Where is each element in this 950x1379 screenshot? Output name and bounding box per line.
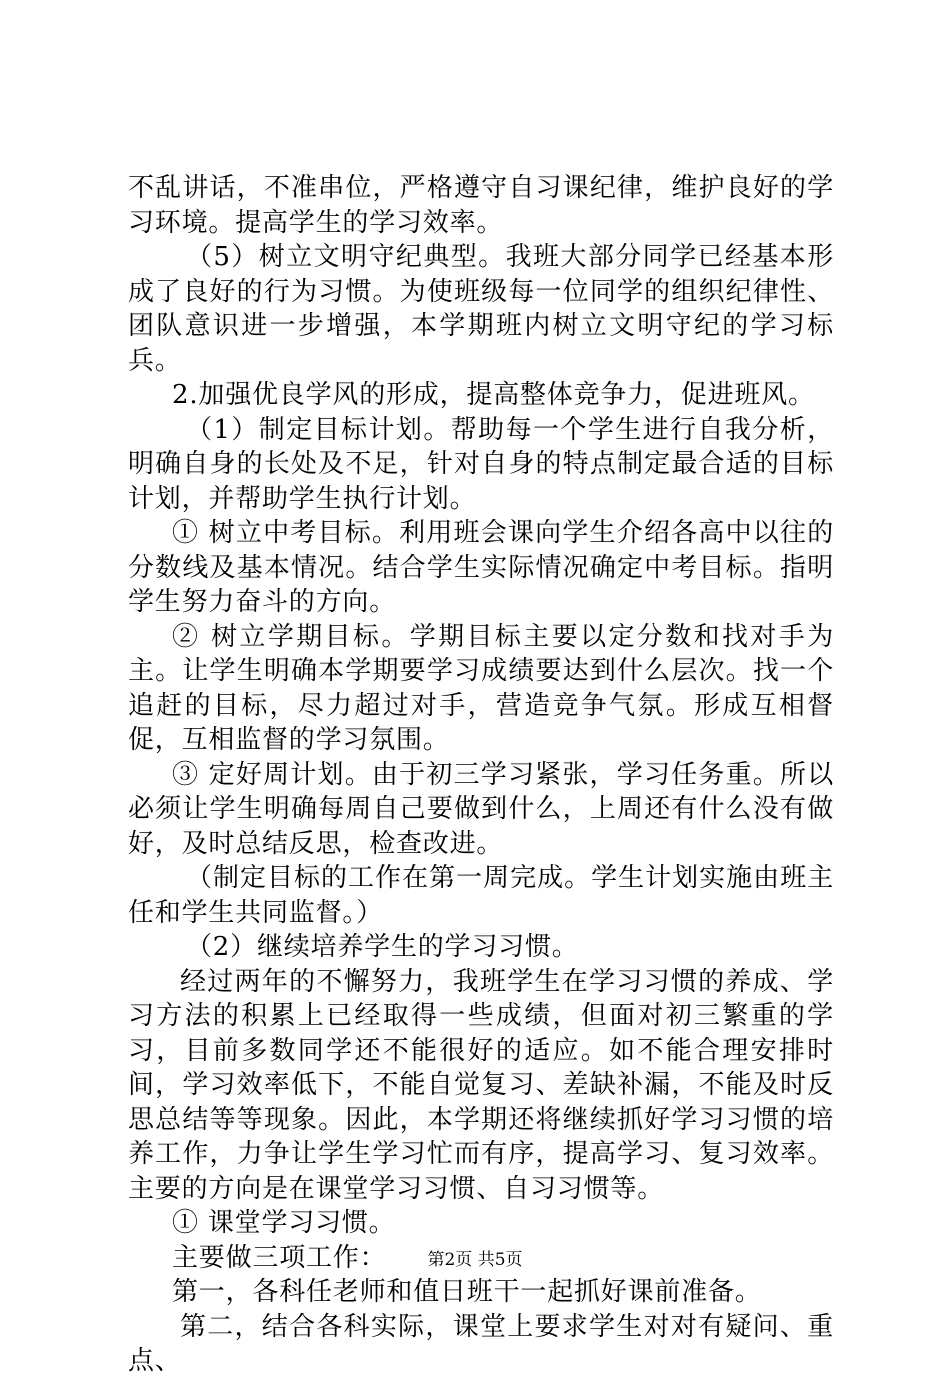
paragraph-8: （制定目标的工作在第一周完成。学生计划实施由班主任和学生共同监督。） xyxy=(128,863,834,928)
paragraph-4: （1）制定目标计划。帮助每一个学生进行自我分析，明确自身的长处及不足，针对自身的特点制定最合适的目标计划，并帮助学生执行计划。 xyxy=(128,414,834,514)
page-number-footer: 第2页 共5页 xyxy=(427,1250,523,1270)
paragraph-7: ③ 定好周计划。由于初三学习紧张，学习任务重。所以必须让学生明确每周自己要做到什么，上周还有什么没有做好，及时总结反思，检查改进。 xyxy=(128,759,834,859)
paragraph-6: ② 树立学期目标。学期目标主要以定分数和找对手为主。让学生明确本学期要学习成绩要达到什么层次。找一个追赶的目标，尽力超过对手，营造竞争气氛。形成互相督促，互相监督的学习氛围。 xyxy=(128,621,834,755)
paragraph-5: ① 树立中考目标。利用班会课向学生介绍各高中以往的分数线及基本情况。结合学生实际情况确定中考目标。指明学生努力奋斗的方向。 xyxy=(128,518,834,617)
paragraph-1: 不乱讲话，不准串位，严格遵守自习课纪律，维护良好的学习环境。提高学生的学习效率。 xyxy=(128,173,834,238)
paragraph-12: 主要做三项工作： xyxy=(172,1242,387,1273)
paragraph-13: 第一，各科任老师和值日班干一起抓好课前准备。 xyxy=(172,1277,762,1307)
paragraph-9: （2）继续培养学生的学习习惯。 xyxy=(186,932,579,962)
paragraph-3: 2.加强优良学风的形成，提高整体竞争力，促进班风。 xyxy=(172,380,815,410)
paragraph-10: 经过两年的不懈努力，我班学生在学习习惯的养成、学习方法的积累上已经取得一些成绩，但面对初三繁重的学习，目前多数同学还不能很好的适应。如不能合理安排时间，学习效率低下，不能自觉复习、差缺补漏，不能及时反思总结等等现象。因此，本学期还将继续抓好学习习惯的培养工作，力争让学生学习忙而有序，提高学习、复习效率。主要的方向是在课堂学习习惯、自习习惯等。 xyxy=(128,966,834,1204)
paragraph-2: （5）树立文明守纪典型。我班大部分同学已经基本形成了良好的行为习惯。为使班级每一位同学的组织纪律性、团队意识进一步增强，本学期班内树立文明守纪的学习标兵。 xyxy=(128,242,834,376)
document-body xyxy=(128,171,834,1379)
paragraph-11: ① 课堂学习习惯。 xyxy=(172,1208,396,1238)
paragraph-14: 第二，结合各科实际，课堂上要求学生对对有疑问、重点、 xyxy=(128,1311,834,1376)
